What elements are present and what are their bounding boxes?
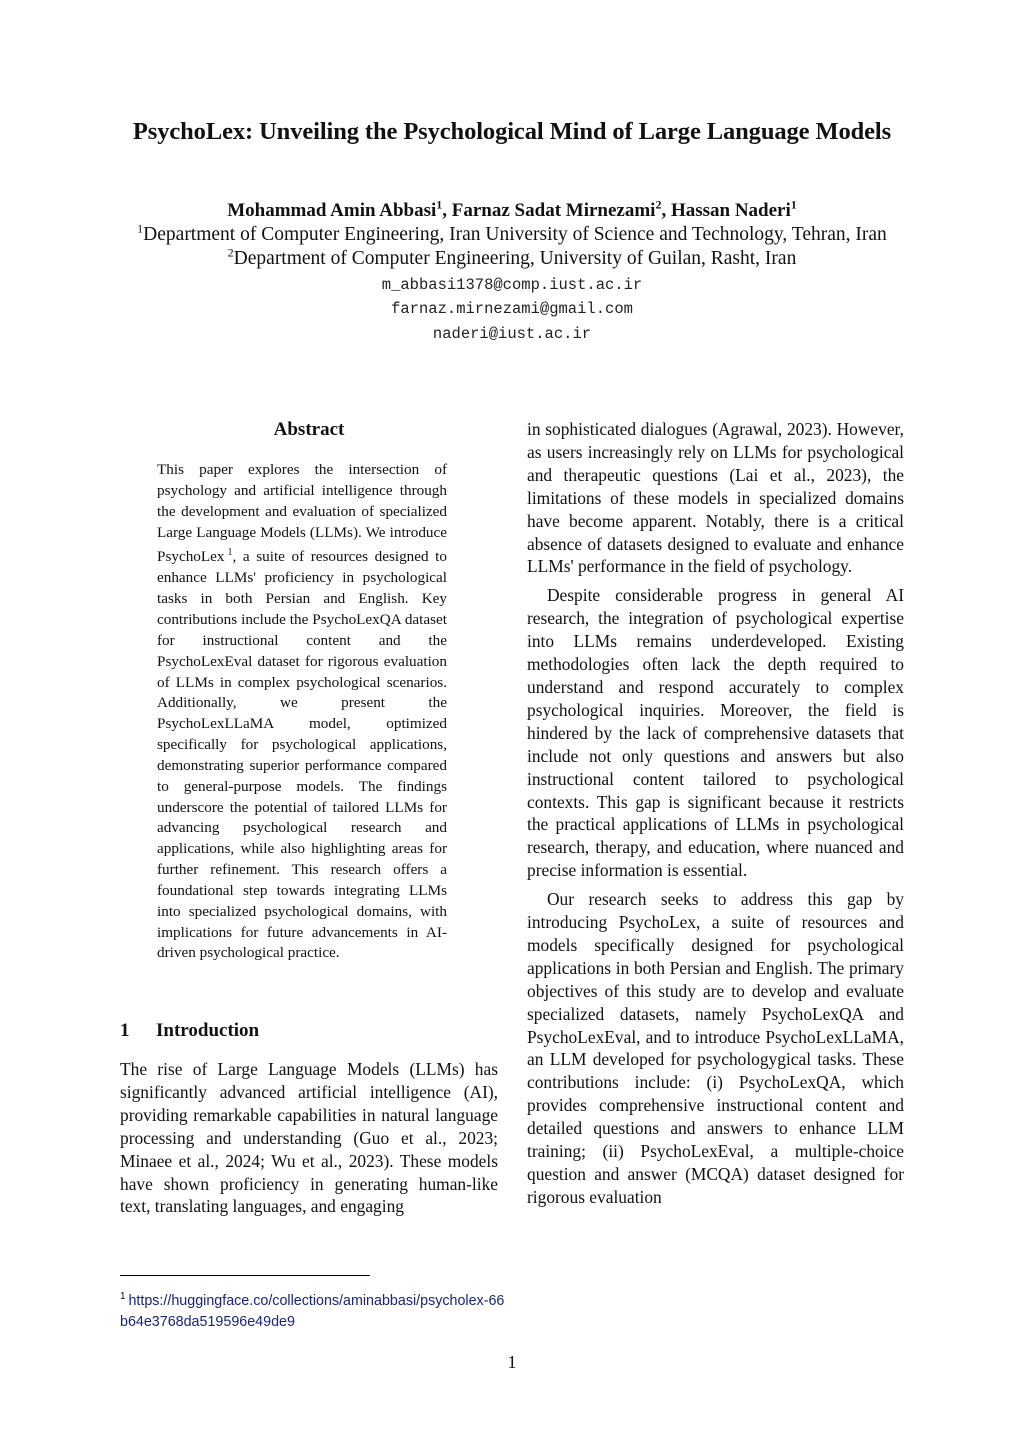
author-separator: ,: [661, 200, 671, 221]
author-name: Mohammad Amin Abbasi: [227, 200, 437, 221]
abstract-text: [157, 460, 447, 964]
author-affiliation-mark: 2: [655, 197, 662, 212]
author-list: [0, 197, 1024, 222]
author-separator: ,: [442, 200, 452, 221]
author-affiliation-mark: 1: [790, 197, 797, 212]
affiliation-text: Department of Computer Engineering, Iran University of Science and Technology, Tehran, Iran: [143, 224, 887, 245]
affiliation-mark: 2: [227, 245, 234, 260]
abstract-heading: Abstract: [273, 419, 345, 440]
author-email[interactable]: farnaz.mirnezami@gmail.com: [391, 300, 633, 318]
intro-paragraph: The rise of Large Language Models (LLMs) has significantly advanced artificial intelligence (AI), providing remarkable capabilities in natural language processing and understanding (Guo et al., 2023; Minaee et al., 2024; Wu et al., 2023). These models have shown proficiency in generating human-like text, translating languages, and engaging: [120, 1059, 498, 1217]
affiliation: [0, 245, 1024, 270]
author-name: Farnaz Sadat Mirnezami: [451, 200, 656, 221]
author-email[interactable]: m_abbasi1378@comp.iust.ac.ir: [381, 276, 643, 294]
paper-title: PsychoLex: Unveiling the Psychological Mind of Large Language Models: [132, 118, 892, 145]
footnote-link[interactable]: https://huggingface.co/collections/aminabbasi/psycholex-66b64e3768da519596e49de9: [120, 1292, 505, 1330]
intro-paragraph: Our research seeks to address this gap by introducing PsychoLex, a suite of resources and models specifically designed for psychological applications in both Persian and English. The primary objectives of this study are to develop and evaluate specialized datasets, namely PsychoLexQA and PsychoLexEval, and to introduce PsychoLexLLaMA, an LLM developed for psychologygical tasks. These contributions include: (i) PsychoLexQA, which provides comprehensive instructional content and detailed questions and answers to enhance LLM training; (ii) PsychoLexEval, a multiple-choice question and answer (MCQA) dataset designed for rigorous evaluation: [527, 889, 904, 1207]
affiliation-text: Department of Computer Engineering, University of Guilan, Rasht, Iran: [233, 248, 797, 269]
footnote-divider: [120, 1275, 370, 1276]
abstract-text-part: , a suite of resources designed to enhance LLMs' proficiency in psychological tasks in both Persian and English. Key contributions include the PsychoLexQA dataset for instructional content and the PsychoLexEval dataset for rigorous evaluation of LLMs in complex psychological scenarios. Additionally, we present the PsychoLexLLaMA model, optimized specifically for psychological applications, demonstrating superior performance compared to general-purpose models. The findings underscore the potential of tailored LLMs for advancing psychological research and applications, while also highlighting areas for further refinement. This research offers a foundational step towards integrating LLMs into specialized psychological domains, with implications for future advancements in AI-driven psychological practice.: [157, 548, 447, 962]
intro-paragraph: Despite considerable progress in general AI research, the integration of psychological expertise into LLMs remains underdeveloped. Existing methodologies often lack the depth required to understand and respond accurately to complex psychological inquiries. Moreover, the field is hindered by the lack of comprehensive datasets that include not only questions and answers but also instructional content tailored to psychological contexts. This gap is significant because it restricts the practical applications of LLMs in psychological research, therapy, and education, where nuanced and precise information is essential.: [527, 585, 904, 881]
author-email[interactable]: naderi@iust.ac.ir: [432, 325, 592, 343]
author-affiliation-mark: 1: [436, 197, 443, 212]
section-number: 1: [120, 1020, 130, 1041]
footnote-mark: 1: [120, 1291, 126, 1302]
affiliation: [0, 221, 1024, 246]
abstract-text-part: This paper explores the intersection of psychology and artificial intelligence through the development and evaluation of specialized Large Language Models (LLMs). We introduce PsychoLex: [157, 461, 447, 566]
page-number: 1: [507, 1352, 517, 1372]
affiliation-mark: 1: [137, 221, 144, 236]
intro-paragraph: in sophisticated dialogues (Agrawal, 2023). However, as users increasingly rely on LLMs for psychological and therapeutic questions (Lai et al., 2023), the limitations of these models in specialized domains have become apparent. Notably, there is a critical absence of datasets designed to evaluate and enhance LLMs' performance in the field of psychology.: [527, 419, 904, 577]
section-heading-introduction: [120, 1020, 500, 1042]
footnote: [120, 1286, 510, 1333]
footnote-reference[interactable]: 1: [227, 547, 233, 559]
author-name: Hassan Naderi: [670, 200, 791, 221]
section-title: Introduction: [156, 1020, 260, 1041]
right-column: [527, 418, 904, 1209]
